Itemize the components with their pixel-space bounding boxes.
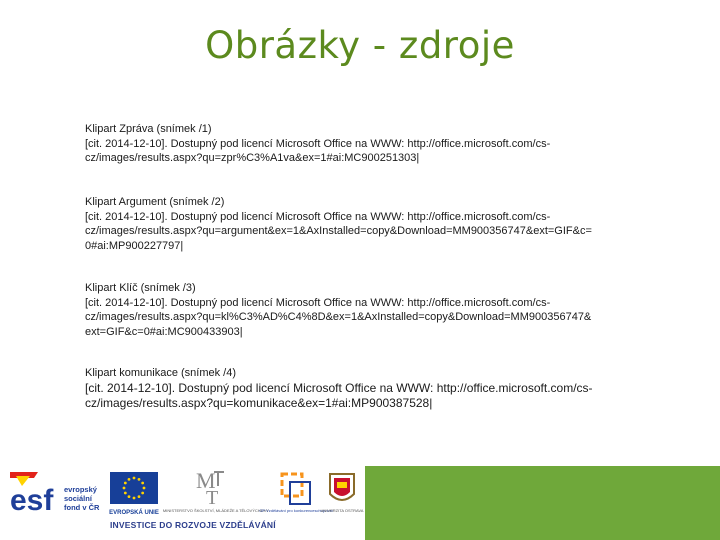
eu-star <box>128 495 131 498</box>
svg-text:T: T <box>206 487 219 509</box>
svg-text:M: M <box>196 468 216 493</box>
reference-4 <box>85 366 593 411</box>
reference-2-heading: Klipart Argument (snímek /2) <box>85 196 225 208</box>
reference-3-line-2: [cit. 2014-12-10]. Dostupný pod licencí Microsoft Office na WWW: http://office.microsoft.com/cs- <box>85 296 551 309</box>
eu-star <box>141 482 144 485</box>
footer-tagline: INVESTICE DO ROZVOJE VZDĚLÁVÁNÍ <box>110 520 276 530</box>
esf-sub-3: fond v ČR <box>64 503 100 512</box>
reference-1 <box>85 122 550 166</box>
reference-3-heading: Klipart Klíč (snímek /3) <box>85 282 196 294</box>
eu-star <box>124 482 127 485</box>
reference-3 <box>85 281 591 339</box>
esf-logo-text: esf <box>10 484 54 517</box>
university-text: UNIVERZITA OSTRAVA <box>320 508 364 513</box>
eu-star <box>133 497 136 500</box>
reference-2-line-3: cz/images/results.aspx?qu=argument&ex=1&AxInstalled=copy&Download=MM900356747&ext=GIF&c= <box>85 225 592 237</box>
reference-1-heading: Klipart Zpráva (snímek /1) <box>85 123 212 135</box>
reference-1-line-3: cz/images/results.aspx?qu=zpr%C3%A1va&ex=1#ai:MC900251303| <box>85 152 420 164</box>
footer-green-strip <box>365 466 720 540</box>
op-logo <box>259 468 333 520</box>
reference-2-line-2: [cit. 2014-12-10]. Dostupný pod licencí Microsoft Office na WWW: http://office.microsoft.com/cs- <box>85 210 551 223</box>
eu-star <box>138 495 141 498</box>
esf-logo <box>8 470 104 518</box>
reference-3-line-4: ext=GIF&c=0#ai:MC900433903| <box>85 325 243 338</box>
eu-star <box>124 492 127 495</box>
eu-star <box>141 492 144 495</box>
eu-star <box>128 478 131 481</box>
esf-sub-1: evropský <box>64 485 97 494</box>
eu-flag-logo <box>108 470 160 518</box>
page-title: Obrázky - zdroje <box>205 24 515 67</box>
eu-star <box>123 487 126 490</box>
eu-star <box>143 487 146 490</box>
reference-3-line-3: cz/images/results.aspx?qu=kl%C3%AD%C4%8D&ex=1&AxInstalled=copy&Download=MM900356747& <box>85 311 592 323</box>
msmt-logo <box>162 466 270 518</box>
reference-2-line-4: 0#ai:MP900227797| <box>85 239 184 252</box>
university-logo <box>322 468 362 520</box>
esf-sub-2: sociální <box>64 494 92 503</box>
op-text: OP Vzdělávání pro konkurenceschopnost <box>259 508 333 513</box>
reference-4-heading: Klipart komunikace (snímek /4) <box>85 367 236 379</box>
eu-star <box>138 478 141 481</box>
eu-star <box>133 477 136 480</box>
reference-2 <box>85 195 592 253</box>
eu-label: EVROPSKÁ UNIE <box>109 510 159 516</box>
msmt-text: MINISTERSTVO ŠKOLSTVÍ, MLÁDEŽE A TĚLOVÝCHOVY <box>162 508 270 513</box>
reference-1-line-2: [cit. 2014-12-10]. Dostupný pod licencí Microsoft Office na WWW: http://office.microsoft.com/cs- <box>85 137 551 150</box>
reference-4-line-3: cz/images/results.aspx?qu=komunikace&ex=1#ai:MP900387528| <box>85 395 433 410</box>
reference-4-line-2: [cit. 2014-12-10]. Dostupný pod licencí Microsoft Office na WWW: http://office.microsoft.com/cs- <box>85 380 593 395</box>
